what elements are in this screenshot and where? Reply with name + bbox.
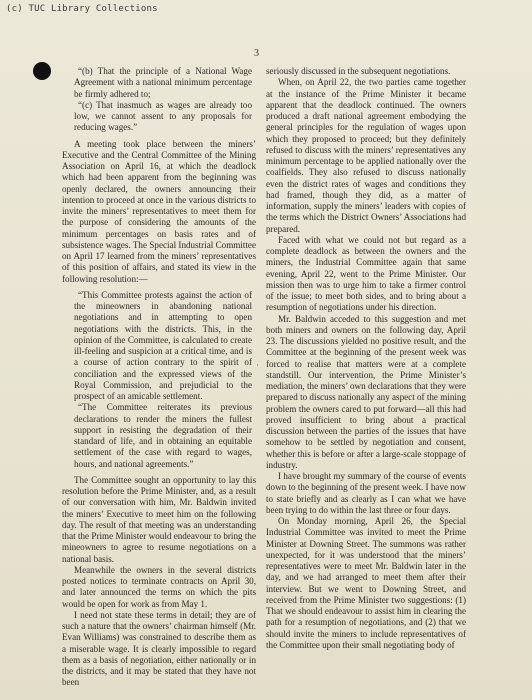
quoted-resolution: “The Committee reiterates its previous declarations to render the miners the fullest support in resisting the degradation of their standard of life, and in obtaining an equitable settlement of the case with regard to wages, hours, and national agreements.” (74, 402, 252, 469)
paragraph: When, on April 22, the two parties came together at the instance of the Prime Minister it became apparent that the deadlock continued. The owners produced a draft national agreement embodying the general principles for the regulation of wages upon which they proposed to proceed; but they definitely refused to discuss with the miners’ representatives any minimum percentage to be applied nationally over the coalfields. They also refused to discuss nationally even the district rates of wages and conditions they had framed, though they did, as a matter of information, supply the miners’ leaders with copies of the terms which the District Owners’ Associations had prepared. (266, 77, 466, 234)
copyright-notice: (c) TUC Library Collections (6, 4, 158, 14)
paragraph: seriously discussed in the subsequent negotiations. (266, 66, 451, 76)
paragraph: Meanwhile the owners in the several districts posted notices to terminate contracts on April 30, and later announced the terms on which the pits would be open for work as from May 1. (62, 564, 256, 609)
paragraph: Mr. Baldwin acceded to this suggestion and met both miners and owners on the following day, April 23. The discussions yielded no positive result, and the Committee at the beginning of the present week was forced to realise that matters were at a complete standstill. Our intervention, the Prime Minister’s mediation, the miners’ own declarations that they were prepared to discuss nationally any aspect of the mining problem the owners cared to put forward—all this had proved insufficient to bring about a practical discussion between the parties of the issues that have somehow to be settled by negotiation and consent, whether this is before or after a large-scale stoppage of industry. (266, 313, 467, 470)
punch-hole (33, 62, 51, 80)
paragraph: “(c) That inasmuch as wages are already too low, we cannot assent to any proposals for reducing wages.” (74, 99, 252, 133)
page-number: 3 (254, 48, 259, 59)
paragraph: The Committee sought an opportunity to lay this resolution before the Prime Minister, and, as a result of our conversation with him, Mr. Baldwin invited the miners’ Executive to meet him on the following day. The result of that meeting was an understanding that the Prime Minister would endeavour to bring the mineowners to agree to resume negotiations on a national basis. (62, 474, 256, 564)
quoted-resolution: “This Committee protests against the action of the mineowners in abandoning national negotiations and in attempting to open negotiations with the districts. This, in the opinion of the Committee, is calculated to create ill-feeling and suspicion at a critical time, and is a course of action contrary to the spirit of conciliation and the expressed views of the Royal Commission, and prejudicial to the prospect of an amicable settlement. (74, 289, 252, 401)
right-column (266, 66, 466, 651)
paragraph: Faced with what we could not but regard as a complete deadlock as between the owners and the miners, the Industrial Committee again that same evening, April 22, went to the Prime Minister. Our mission then was to urge him to take a firmer control of the issue; to meet both sides, and to bring about a resumption of negotiations under his direction. (266, 234, 466, 313)
paragraph: I need not state these terms in detail; they are of such a nature that the owners’ chairman himself (Mr. Evan Williams) was constrained to describe them as a miserable wage. It is clearly impossible to regard them as a basis of negotiation, either nationally or in the districts, and it may be stated that they have not been (62, 609, 256, 688)
paragraph: On Monday morning, April 26, the Special Industrial Committee was invited to meet the Prime Minister at Downing Street. The summons was rather unexpected, for it was understood that the miners’ representatives were to meet Mr. Baldwin later in the day, and we had arranged to meet them after their interview. But we went to Downing Street, and received from the Prime Minister two suggestions: (1) That we should endeavour to assist him in clearing the path for a resumption of negotiations, and (2) that we should invite the miners to include representatives of the Committee upon their small negotiating body of (266, 516, 466, 650)
left-column (62, 66, 256, 689)
paragraph: I have brought my summary of the course of events down to the beginning of the present week. I have now to state briefly and as clearly as I can what we have been trying to do within the last three or four days. (266, 471, 466, 515)
paragraph: A meeting took place between the miners’ Executive and the Central Committee of the Mining Association on April 16, at which the deadlock which had been apparent from the beginning was openly declared, the owners announcing their intention to proceed at once in the various districts to invite the miners’ representatives to meet them for the purpose of considering the amounts of the minimum percentages on basis rates and of subsistence wages. The Special Industrial Committee on April 17 learned from the miners’ representatives of this position of affairs, and stated its view in the following resolution:— (62, 138, 256, 284)
margin-mark: · (256, 360, 259, 370)
paragraph: “(b) That the principle of a National Wage Agreement with a national minimum percentage be firmly adhered to; (74, 66, 252, 99)
